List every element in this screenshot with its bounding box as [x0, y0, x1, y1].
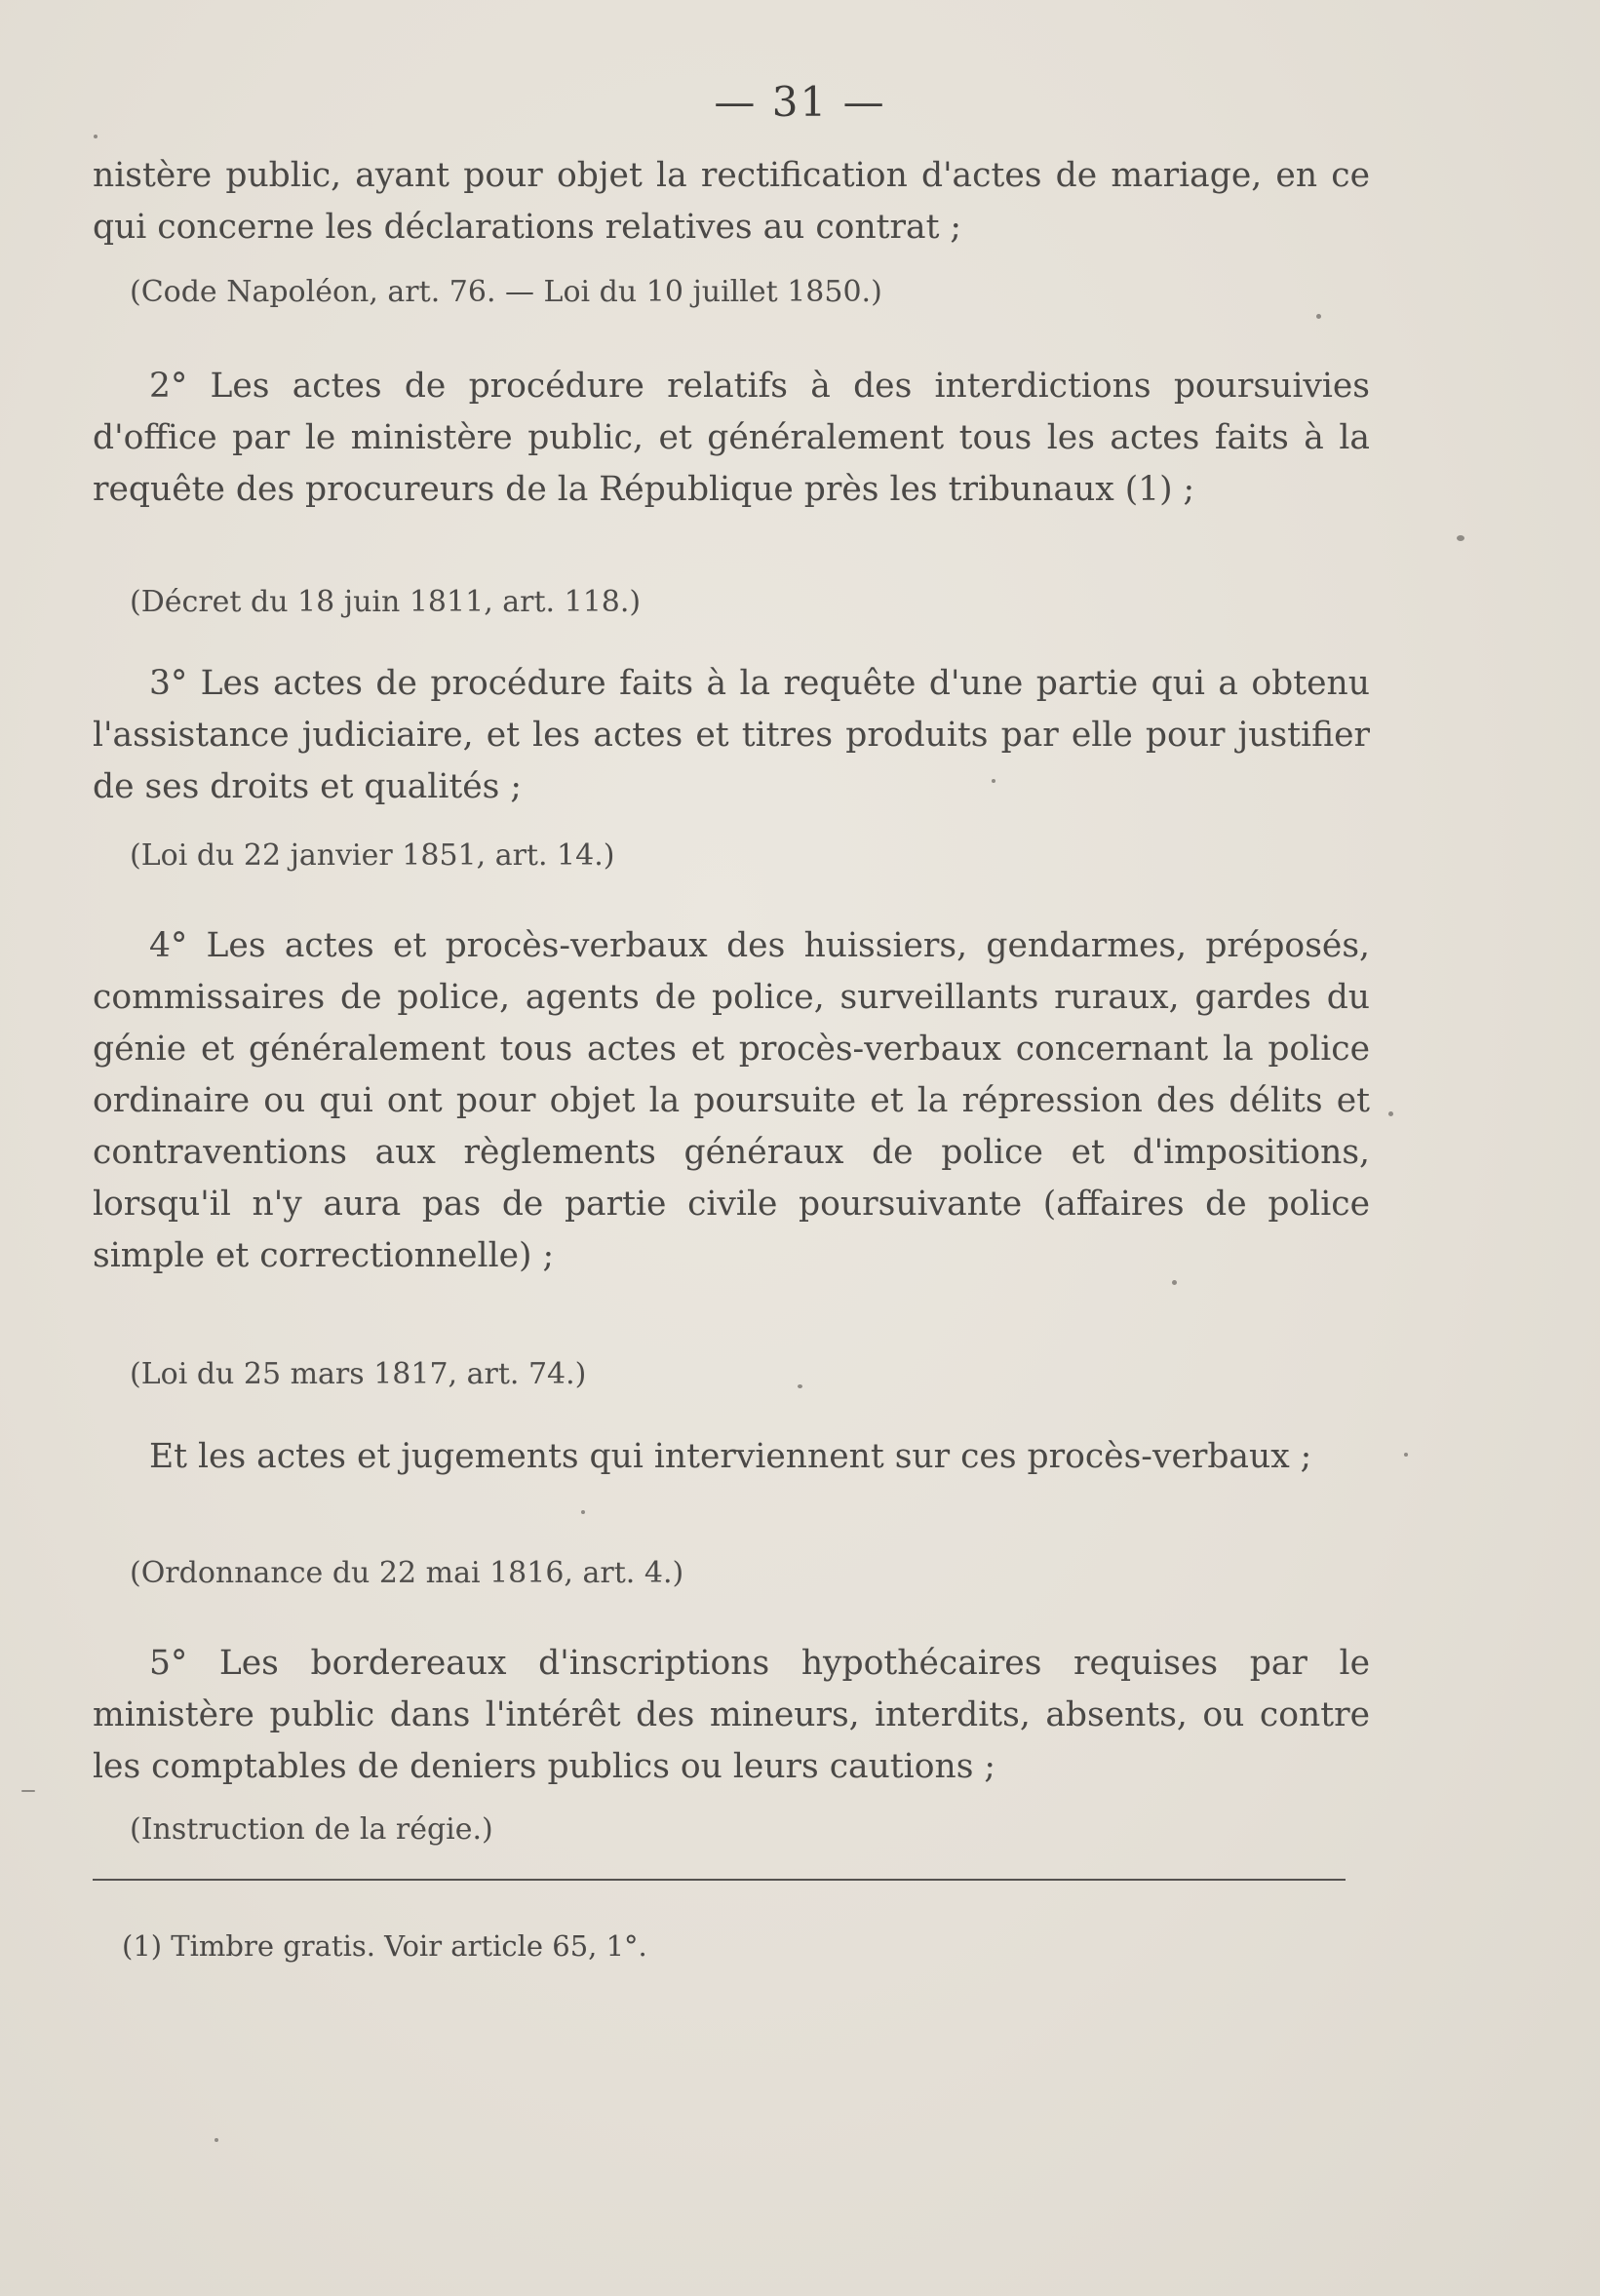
- footnote-rule: [93, 1879, 1346, 1881]
- citation-code-napoleon: (Code Napoléon, art. 76. — Loi du 10 juillet 1850.): [130, 275, 882, 309]
- paper-speck: [94, 135, 98, 138]
- paper-speck: [992, 779, 995, 783]
- paper-speck: [1457, 535, 1464, 541]
- paper-speck: [21, 1790, 35, 1792]
- citation-loi-1851: (Loi du 22 janvier 1851, art. 14.): [130, 838, 615, 873]
- paragraph-jugements: Et les actes et jugements qui interviennent sur ces procès-verbaux ;: [149, 1437, 1312, 1476]
- paragraph-item-4: 4° Les actes et procès-verbaux des huissiers, gendarmes, préposés, commissaires de police, agents de police, surveillants ruraux, gardes du génie et généralement tous actes et procès-verbaux concernant la police ordinaire ou qui ont pour objet la poursuite et la répression des délits et contraventions aux règlements généraux de police et d'impositions, lorsqu'il n'y aura pas de partie civile poursuivante (affaires de police simple et correctionnelle) ;: [93, 926, 1370, 1275]
- paragraph-item-5: 5° Les bordereaux d'inscriptions hypothécaires requises par le ministère public dans l'intérêt des mineurs, interdits, absents, ou contre les comptables de deniers publics ou leurs cautions ;: [93, 1644, 1370, 1786]
- paper-speck: [1172, 1280, 1177, 1285]
- citation-decret-1811: (Décret du 18 juin 1811, art. 118.): [130, 585, 642, 619]
- citation-loi-1817: (Loi du 25 mars 1817, art. 74.): [130, 1357, 587, 1391]
- paper-speck: [581, 1510, 585, 1514]
- paragraph-continuation: nistère public, ayant pour objet la rectification d'actes de mariage, en ce qui concerne les déclarations relatives au contrat ;: [93, 156, 1370, 247]
- paragraph-item-2: 2° Les actes de procédure relatifs à des interdictions poursuivies d'office par le ministère public, et généralement tous les actes faits à la requête des procureurs de la République près les tribunaux (1) ;: [93, 367, 1370, 509]
- footnote: (1) Timbre gratis. Voir article 65, 1°.: [122, 1929, 647, 1963]
- page-number: — 31 —: [714, 78, 886, 126]
- citation-ordonnance-1816: (Ordonnance du 22 mai 1816, art. 4.): [130, 1556, 684, 1590]
- paper-speck: [1316, 314, 1321, 319]
- paper-speck: [798, 1384, 802, 1388]
- paper-speck: [1388, 1111, 1393, 1116]
- citation-instruction-regie: (Instruction de la régie.): [130, 1812, 493, 1847]
- paper-speck: [1404, 1453, 1408, 1457]
- paper-speck: [215, 2138, 218, 2142]
- paragraph-item-3: 3° Les actes de procédure faits à la requête d'une partie qui a obtenu l'assistance judiciaire, et les actes et titres produits par elle pour justifier de ses droits et qualités ;: [93, 664, 1370, 806]
